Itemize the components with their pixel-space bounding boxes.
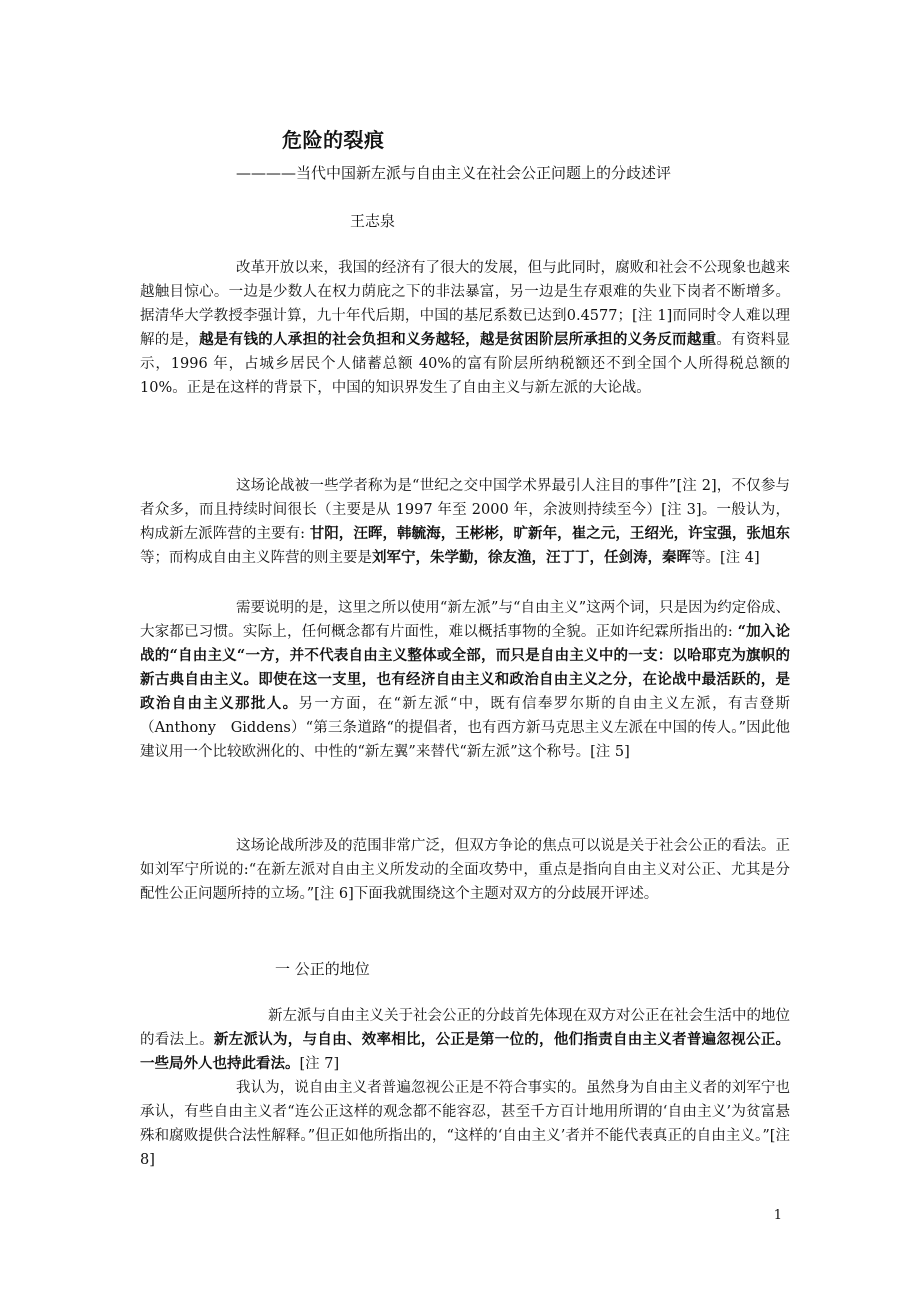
text-run: [注 7] — [299, 1056, 340, 1072]
text-run: 等。[注 4] — [691, 550, 760, 566]
bold-text-run: 新左派认为，与自由、效率相比，公正是第一位的，他们指责自由主义者普遍忽视公正。一些局外人也持此看法。 — [140, 1031, 791, 1072]
text-run: 我认为，说自由主义者普遍忽视公正是不符合事实的。虽然身为自由主义者的刘军宁也承认，有些自由主义者“连公正这样的观念都不能容忍，甚至千方百计地用所谓的‘自由主义’为贫富悬殊和腐败提供合法性解释。”但正如他所指出的，“这样的‘自由主义’者并不能代表真正的自由主义。”[注 8] — [140, 1080, 790, 1168]
paragraph — [140, 474, 790, 570]
text-run: 需要说明的是，这里之所以使用“新左派”与“自由主义”这两个词，只是因为约定俗成、大家都已习惯。实际上，任何概念都有片面性，难以概括事物的全貌。正如许纪霖所指出的: — [140, 600, 790, 640]
text-run: 这场论战所涉及的范围非常广泛，但双方争论的焦点可以说是关于社会公正的看法。正如刘军宁所说的:“在新左派对自由主义所发动的全面攻势中，重点是指向自由主义对公正、尤其是分配性公正问题所持的立场。”[注 6]下面我就围绕这个主题对双方的分歧展开评述。 — [140, 838, 790, 902]
text-run: 改革开放以来，我国的经济有了很大的发展，但与此同时，腐败和社会不公现象也越来越触目惊心。一边是少数人在权力荫庇之下的非法暴富，另一边是生存艰难的失业下岗者不断增多。据清华大学教授李强计算，九十年代后期，中国的基尼系数已达到0.4577；[注 1]而同时令人难以理解的是， — [140, 260, 790, 348]
text-run: 这场论战被一些学者称为是“世纪之交中国学术界最引人注目的事件”[注 2]，不仅参与者众多，而且持续时间很长（主要是从 1997 年至 2000 年，余波则持续至今）[注 3]。一般认为，构成新左派阵营的主要有: — [140, 478, 790, 542]
author-name: 王志泉 — [350, 212, 396, 230]
page-number: 1 — [773, 1208, 782, 1223]
section-heading: 一 公正的地位 — [275, 960, 370, 978]
text-run: 等；而构成自由主义阵营的则主要是 — [140, 550, 372, 566]
text-run: 新左派与自由主义关于社会公正的分歧首先体现在双方对公正在社会生活中的地位的看法上。 — [140, 1008, 790, 1048]
paragraph — [140, 1076, 790, 1172]
paragraph — [140, 834, 790, 906]
document-subtitle: ————当代中国新左派与自由主义在社会公正问题上的分歧述评 — [236, 164, 672, 182]
bold-text-run: 刘军宁，朱学勤，徐友渔，汪丁丁，任剑涛，秦晖 — [372, 549, 691, 566]
paragraph — [140, 596, 790, 764]
text-run: 另一方面，在“新左派“中，既有信奉罗尔斯的自由主义左派，有吉登斯（Anthony Giddens）“第三条道路“的提倡者，也有西方新马克思主义左派在中国的传人。”因此他建议用一个比较欧洲化的、中性的“新左翼”来替代“新左派”这个称号。[注 5] — [140, 696, 791, 760]
document-title: 危险的裂痕 — [282, 128, 385, 152]
text-run: 。有资料显示，1996 年，占城乡居民个人储蓄总额 40%的富有阶层所纳税额还不到全国个人所得税总额的 10%。正是在这样的背景下，中国的知识界发生了自由主义与新左派的大论战。 — [140, 332, 791, 396]
paragraph — [140, 256, 790, 400]
paragraph — [140, 1004, 790, 1076]
bold-text-run: 越是有钱的人承担的社会负担和义务越轻，越是贫困阶层所承担的义务反而越重 — [199, 331, 717, 348]
bold-text-run: 甘阳，汪晖，韩毓海，王彬彬，旷新年，崔之元，王绍光，许宝强，张旭东 — [309, 525, 791, 542]
bold-text-run: “加入论战的“自由主义“一方，并不代表自由主义整体或全部，而只是自由主义中的一支：以哈耶克为旗帜的新古典自由主义。即使在这一支里，也有经济自由主义和政治自由主义之分，在论战中最活跃的，是政治自由主义那批人。 — [140, 623, 790, 712]
